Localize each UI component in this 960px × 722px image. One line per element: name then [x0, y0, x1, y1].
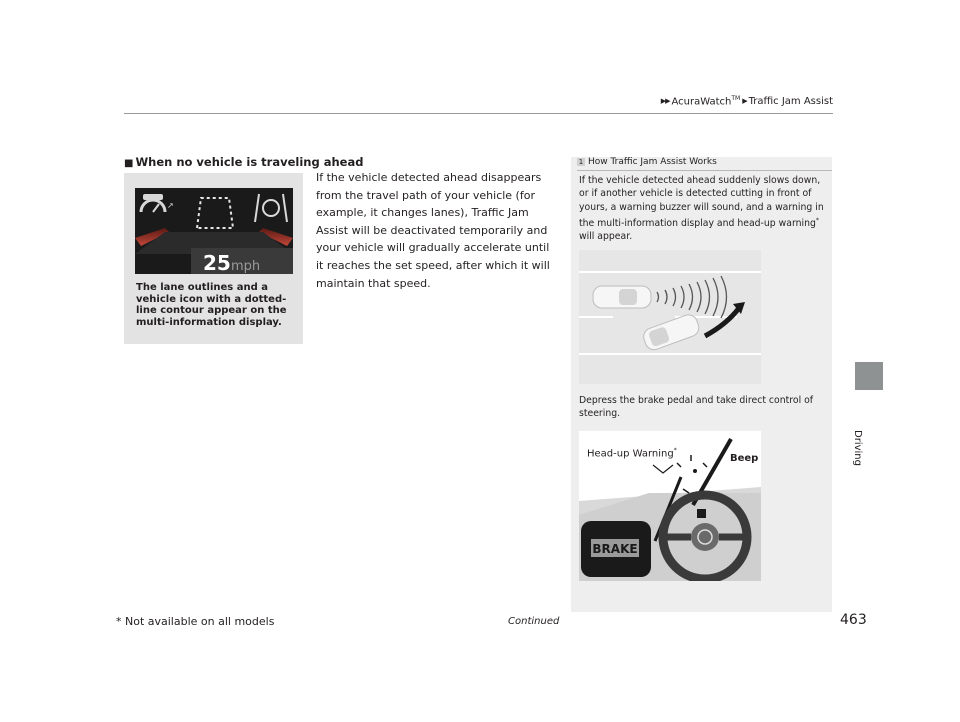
breadcrumb-arrow-icon: ▶: [742, 97, 747, 106]
page-number: 463: [840, 612, 867, 628]
cut-in-illustration: [579, 250, 761, 384]
sidebar-paragraph-1: If the vehicle detected ahead suddenly slows down, or if another vehicle is detected cutting in front of yours, a warning buzzer will sound, and a warning in the multi-information display and head-up warning* will appear.: [579, 175, 824, 243]
chapter-label: Driving: [852, 430, 863, 466]
chapter-tab: [855, 362, 883, 390]
head-up-warning-label: Head-up Warning*: [587, 447, 677, 460]
sidebar-title-text: How Traffic Jam Assist Works: [588, 157, 717, 167]
section-body: If the vehicle detected ahead disappears from the travel path of your vehicle (for example, it changes lanes), Traffic Jam Assist will be deactivated temporarily and your vehicle will gradually accelerate until it reaches the set speed, after which it will maintain that speed.: [316, 171, 550, 290]
mid-screen: [135, 188, 293, 274]
breadcrumb-arrow-icon: ▶▶: [660, 97, 670, 106]
own-vehicle-icon: [593, 286, 651, 308]
speed-unit: mph: [231, 259, 261, 274]
brake-warning-callout: [581, 521, 651, 577]
speed-value: 25: [203, 251, 231, 274]
mid-illustration: [135, 188, 293, 274]
breadcrumb-part1: AcuraWatch™: [671, 95, 741, 108]
header-rule: [124, 113, 833, 114]
dotted-vehicle-icon: [197, 198, 233, 228]
cockpit-illustration: [579, 431, 761, 581]
svg-text:↗: ↗: [167, 201, 174, 210]
sidebar-paragraph-2: Depress the brake pedal and take direct control of steering.: [579, 395, 814, 420]
square-bullet-icon: ■: [124, 158, 134, 169]
sidebar-note: [571, 157, 832, 612]
continued-label: Continued: [508, 616, 560, 627]
footnote: * Not available on all models: [116, 615, 275, 628]
sidebar-title: [577, 157, 717, 167]
gauge-icon: [141, 194, 174, 212]
display-figure: [124, 173, 303, 344]
note-number: 1: [578, 158, 584, 166]
breadcrumb: [661, 95, 833, 107]
figure-caption: The lane outlines and a vehicle icon with a dotted-line contour appear on the multi-information display.: [136, 282, 287, 328]
sidebar-rule: [577, 170, 832, 171]
breadcrumb-part2: Traffic Jam Assist: [748, 95, 833, 107]
section-heading: ■ When no vehicle is traveling ahead: [124, 155, 364, 169]
brake-label: BRAKE: [592, 542, 638, 556]
lane-keep-icon: [255, 194, 287, 222]
cut-in-diagram: [579, 250, 761, 384]
beep-label: Beep: [730, 453, 759, 464]
